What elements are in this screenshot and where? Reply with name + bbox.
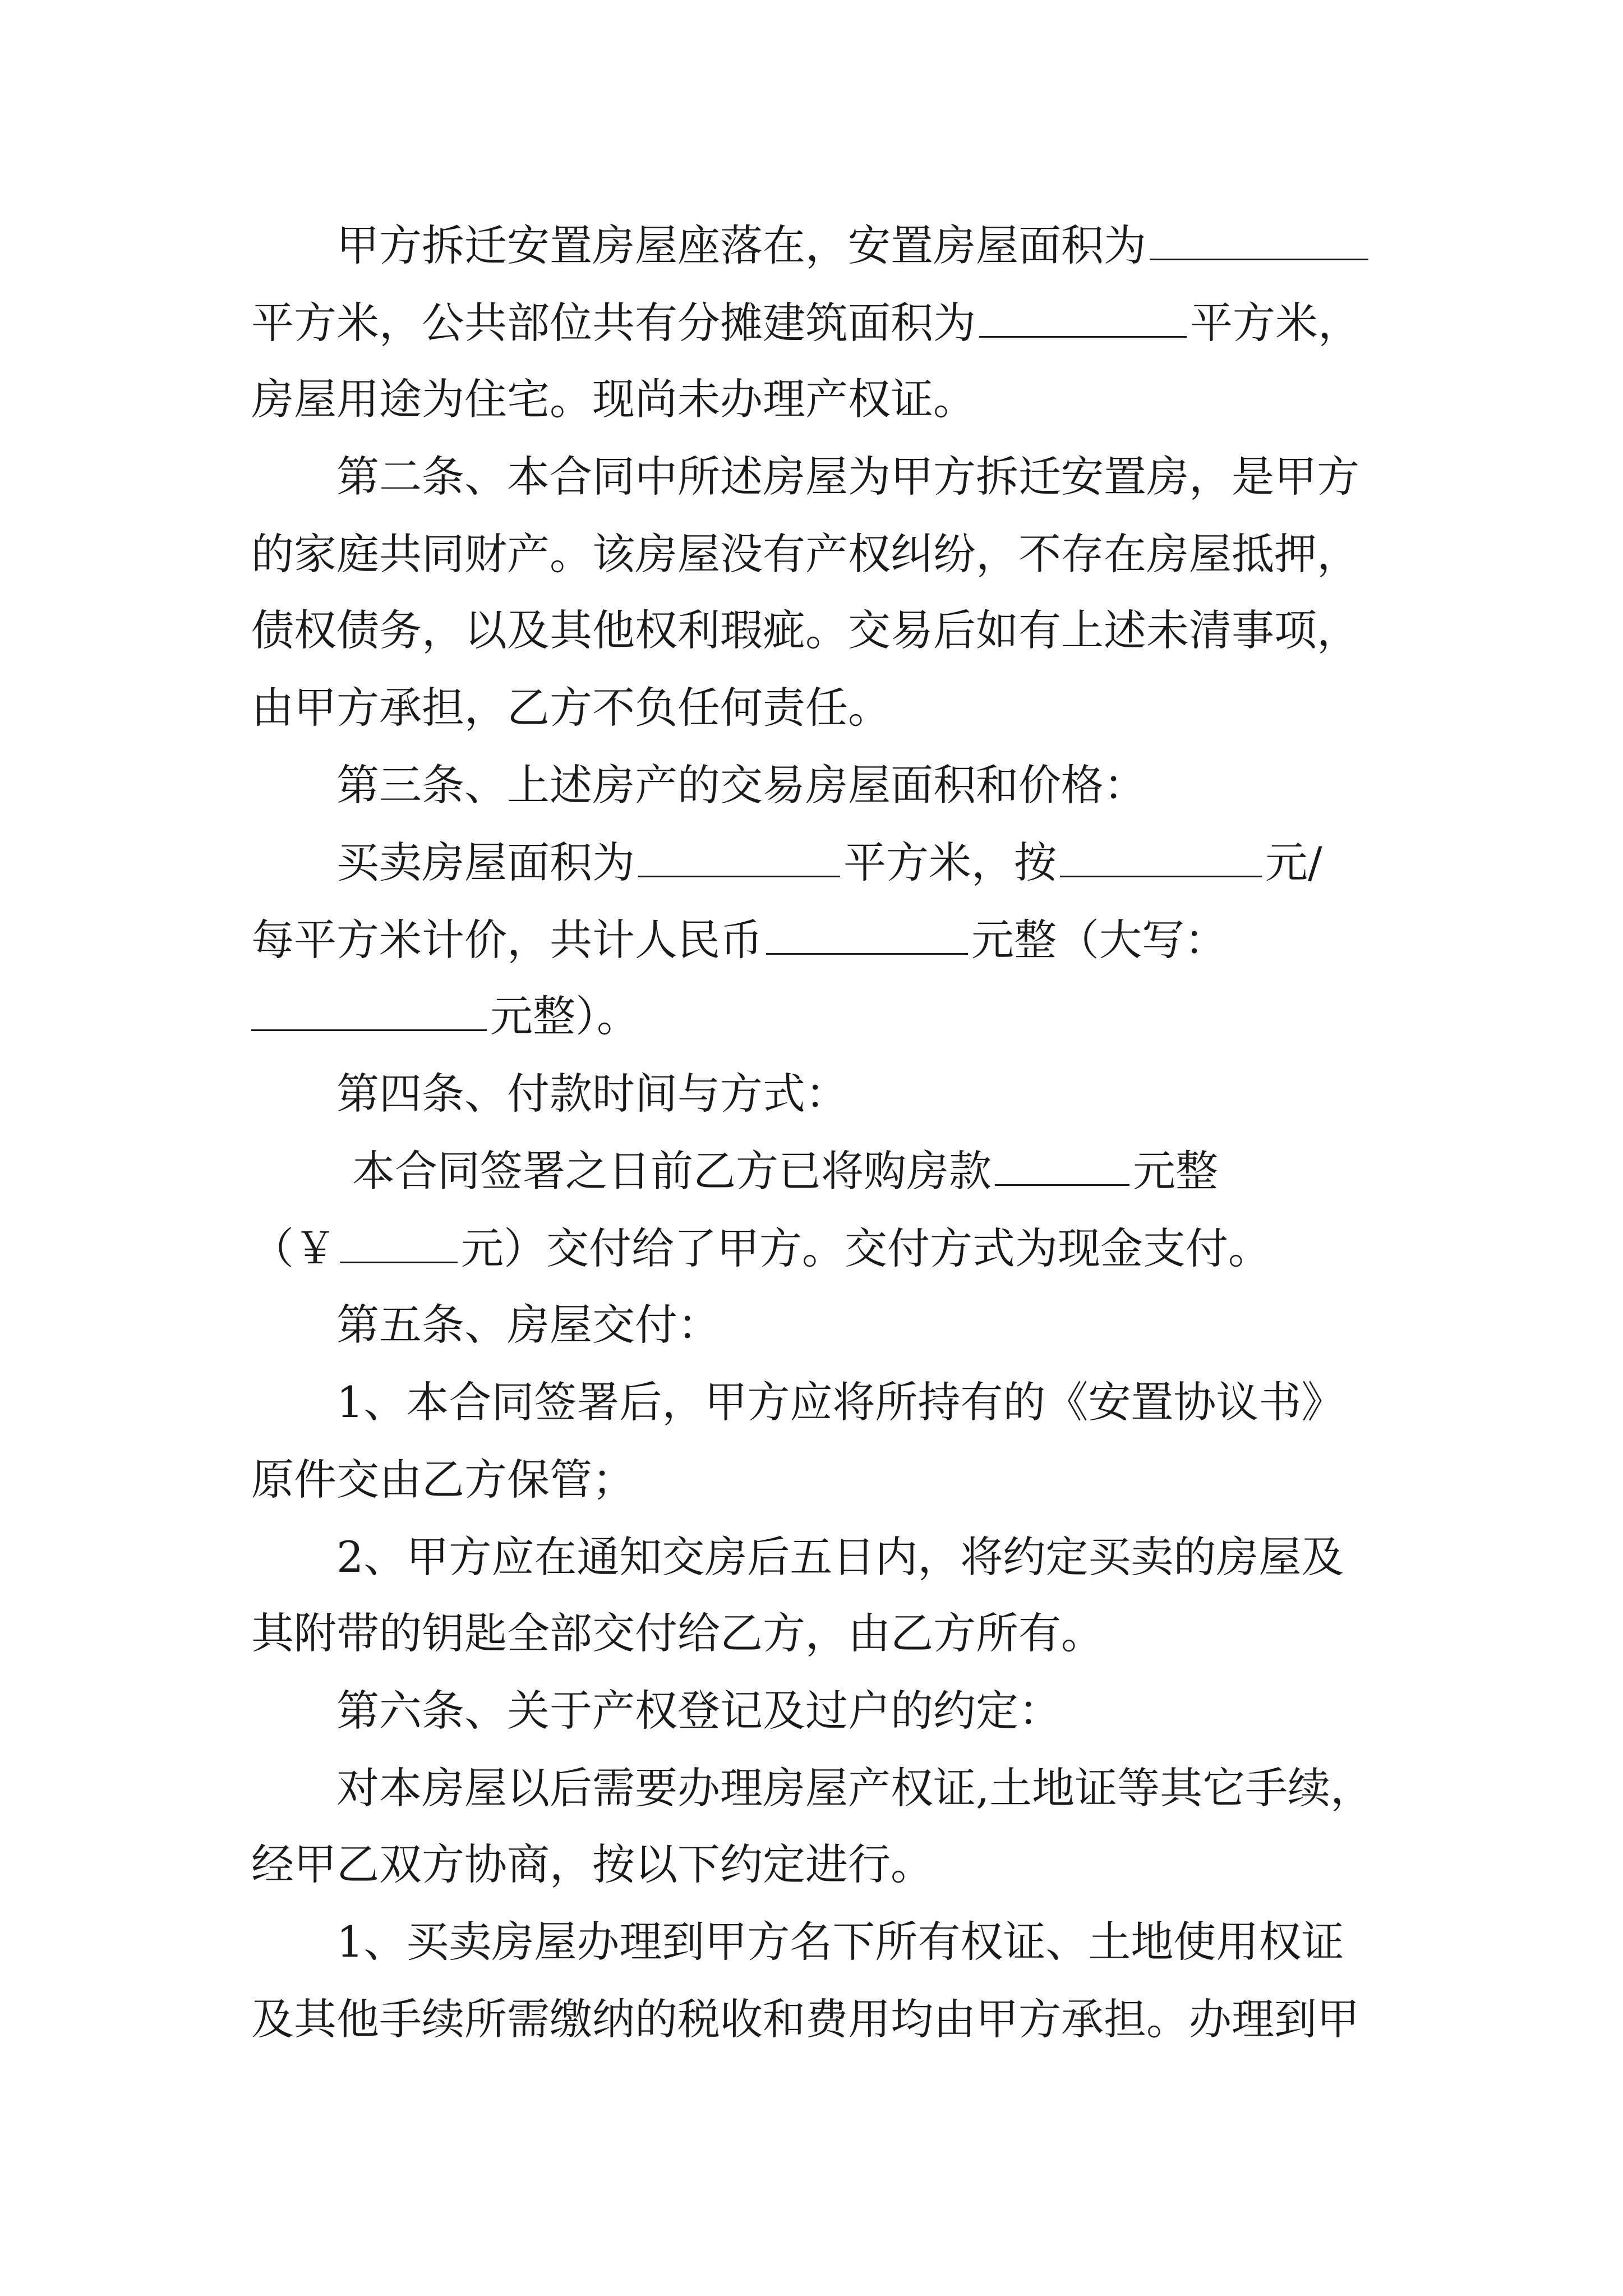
text-line: [251, 1209, 1382, 1288]
blank-sale-area-field: [638, 840, 840, 877]
clause-heading: 第五条、房屋交付：: [336, 1300, 720, 1350]
text-segment: 元）交付给了甲方。交付方式为现金支付。: [461, 1223, 1271, 1273]
clause-heading: 第三条、上述房产的交易房屋面积和价格：: [336, 760, 1146, 810]
text-segment: 本合同签署之日前乙方已将购房款: [352, 1146, 992, 1196]
blank-payment-number-field: [340, 1226, 458, 1263]
text-line: 对本房屋以后需要办理房屋产权证,土地证等其它手续，: [336, 1763, 1373, 1813]
text-line: 其附带的钥匙全部交付给乙方，由乙方所有。: [251, 1608, 1104, 1658]
text-segment: 元整）。: [490, 991, 639, 1041]
text-segment: （￥: [251, 1223, 336, 1273]
clause-heading: 第二条、本合同中所述房屋为甲方拆迁安置房，是甲方: [336, 452, 1359, 501]
text-segment: 元/: [1265, 838, 1322, 887]
text-segment: 平方米，按: [843, 838, 1057, 887]
text-segment: 平方米，: [1190, 298, 1361, 348]
blank-amount-words-field: [251, 993, 487, 1031]
text-segment: 平方米，公共部位共有分摊建筑面积为: [251, 298, 976, 348]
text-segment: 甲方拆迁安置房屋座落在，安置房屋面积为: [336, 220, 1146, 270]
text-segment: 每平方米计价，共计人民币: [251, 915, 763, 965]
text-line: 原件交由乙方保管；: [251, 1455, 635, 1504]
text-line: [336, 823, 1382, 902]
text-line: [251, 977, 1382, 1056]
text-line: 及其他手续所需缴纳的税收和费用均由甲方承担。办理到甲: [251, 1994, 1359, 2044]
text-segment: 元整（大写：: [971, 915, 1227, 965]
blank-total-price-field: [766, 917, 968, 955]
text-line: 由甲方承担，乙方不负任何责任。: [251, 683, 891, 733]
text-line: 2、甲方应在通知交房后五日内，将约定买卖的房屋及: [336, 1532, 1344, 1582]
text-line: 经甲乙双方协商，按以下约定进行。: [251, 1839, 933, 1889]
text-line: 债权债务，以及其他权利瑕疵。交易后如有上述未清事项，: [251, 605, 1359, 655]
blank-payment-field: [995, 1148, 1129, 1186]
blank-unit-price-field: [1060, 840, 1262, 877]
text-line: [352, 1132, 1382, 1211]
text-line: 1、买卖房屋办理到甲方名下所有权证、土地使用权证: [336, 1917, 1344, 1967]
text-line: 房屋用途为住宅。现尚未办理产权证。: [251, 374, 976, 424]
text-segment: 买卖房屋面积为: [336, 838, 635, 887]
text-line: [251, 901, 1382, 979]
text-line: 1、本合同签署后，甲方应将所持有的《安置协议书》: [336, 1377, 1344, 1427]
text-line: 的家庭共同财产。该房屋没有产权纠纷，不存在房屋抵押，: [251, 529, 1359, 579]
blank-shared-area-field: [979, 300, 1187, 338]
blank-area-field: [1150, 223, 1368, 260]
text-segment: 元整: [1133, 1146, 1218, 1196]
clause-heading: 第四条、付款时间与方式：: [336, 1069, 848, 1119]
text-line: [251, 284, 1382, 362]
text-line: [336, 206, 1382, 285]
clause-heading: 第六条、关于产权登记及过户的约定：: [336, 1686, 1061, 1736]
